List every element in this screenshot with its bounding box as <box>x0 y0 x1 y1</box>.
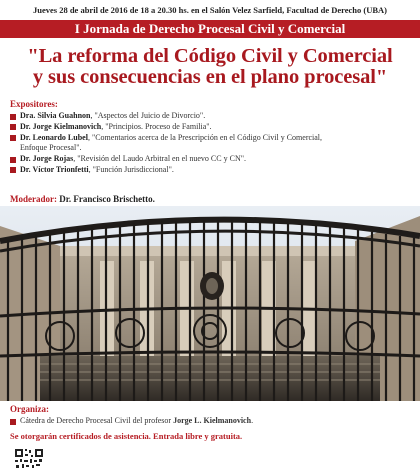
speaker-name: Dr. Víctor Trionfetti <box>20 164 89 174</box>
speaker-name: Dra. Silvia Guahnon <box>20 111 91 120</box>
square-bullet-icon <box>10 135 16 141</box>
building-gate-photo <box>0 206 420 401</box>
main-title <box>0 46 420 88</box>
organizer-item <box>8 416 416 427</box>
qr-code-icon <box>14 448 44 470</box>
speaker-topic: , "Principios. Proceso de Familia". <box>101 121 212 131</box>
organizer-heading: Organiza: <box>10 404 49 414</box>
organizer-end: . <box>251 416 254 425</box>
speaker-topic: , "Comentarios acerca de la Prescripción en el Código Civil y Comercial, <box>87 132 323 142</box>
speaker-topic: , "Función Jurisdiccional". <box>88 164 174 174</box>
main-title-line-2: y sus consecuencias en el plano procesal" <box>32 66 388 88</box>
square-bullet-icon <box>10 167 16 173</box>
speaker-item <box>8 154 416 165</box>
speaker-item <box>8 122 416 133</box>
speaker-item <box>8 133 416 155</box>
square-bullet-icon <box>10 114 16 120</box>
speaker-item <box>8 111 416 122</box>
organizer-text: Cátedra de Derecho Procesal Civil del profesor <box>20 416 174 425</box>
series-title-banner: I Jornada de Derecho Procesal Civil y Comercial <box>0 20 420 38</box>
speaker-name: Dr. Leonardo Lubel <box>20 132 88 142</box>
speaker-topic: , "Aspectos del Juicio de Divorcio". <box>90 111 206 120</box>
speaker-name: Dr. Jorge Kielmanovich <box>20 121 102 131</box>
speaker-topic: , "Revisión del Laudo Arbitral en el nuevo CC y CN". <box>73 154 246 164</box>
moderator-name: Dr. Francisco Brischetto. <box>59 194 155 204</box>
square-bullet-icon <box>10 419 16 425</box>
event-date-line: Jueves 28 de abril de 2016 de 18 a 20.30 hs. en el Salón Velez Sarfield, Facultad de Derecho (UBA) <box>33 5 387 15</box>
square-bullet-icon <box>10 157 16 163</box>
organizer-professor: Jorge L. Kielmanovich <box>173 416 252 425</box>
square-bullet-icon <box>10 124 16 130</box>
moderator-line <box>10 194 155 204</box>
certificates-note: Se otorgarán certificados de asistencia. Entrada libre y gratuita. <box>10 431 243 441</box>
main-title-line-1: "La reforma del Código Civil y Comercial <box>27 45 393 67</box>
moderator-label: Moderador: <box>10 194 57 204</box>
speaker-name: Dr. Jorge Rojas <box>20 154 74 164</box>
speaker-item <box>8 165 416 176</box>
speaker-topic-continued: Enfoque Procesal". <box>20 143 82 153</box>
speakers-list <box>8 111 416 176</box>
speakers-heading: Expositores: <box>10 99 58 109</box>
